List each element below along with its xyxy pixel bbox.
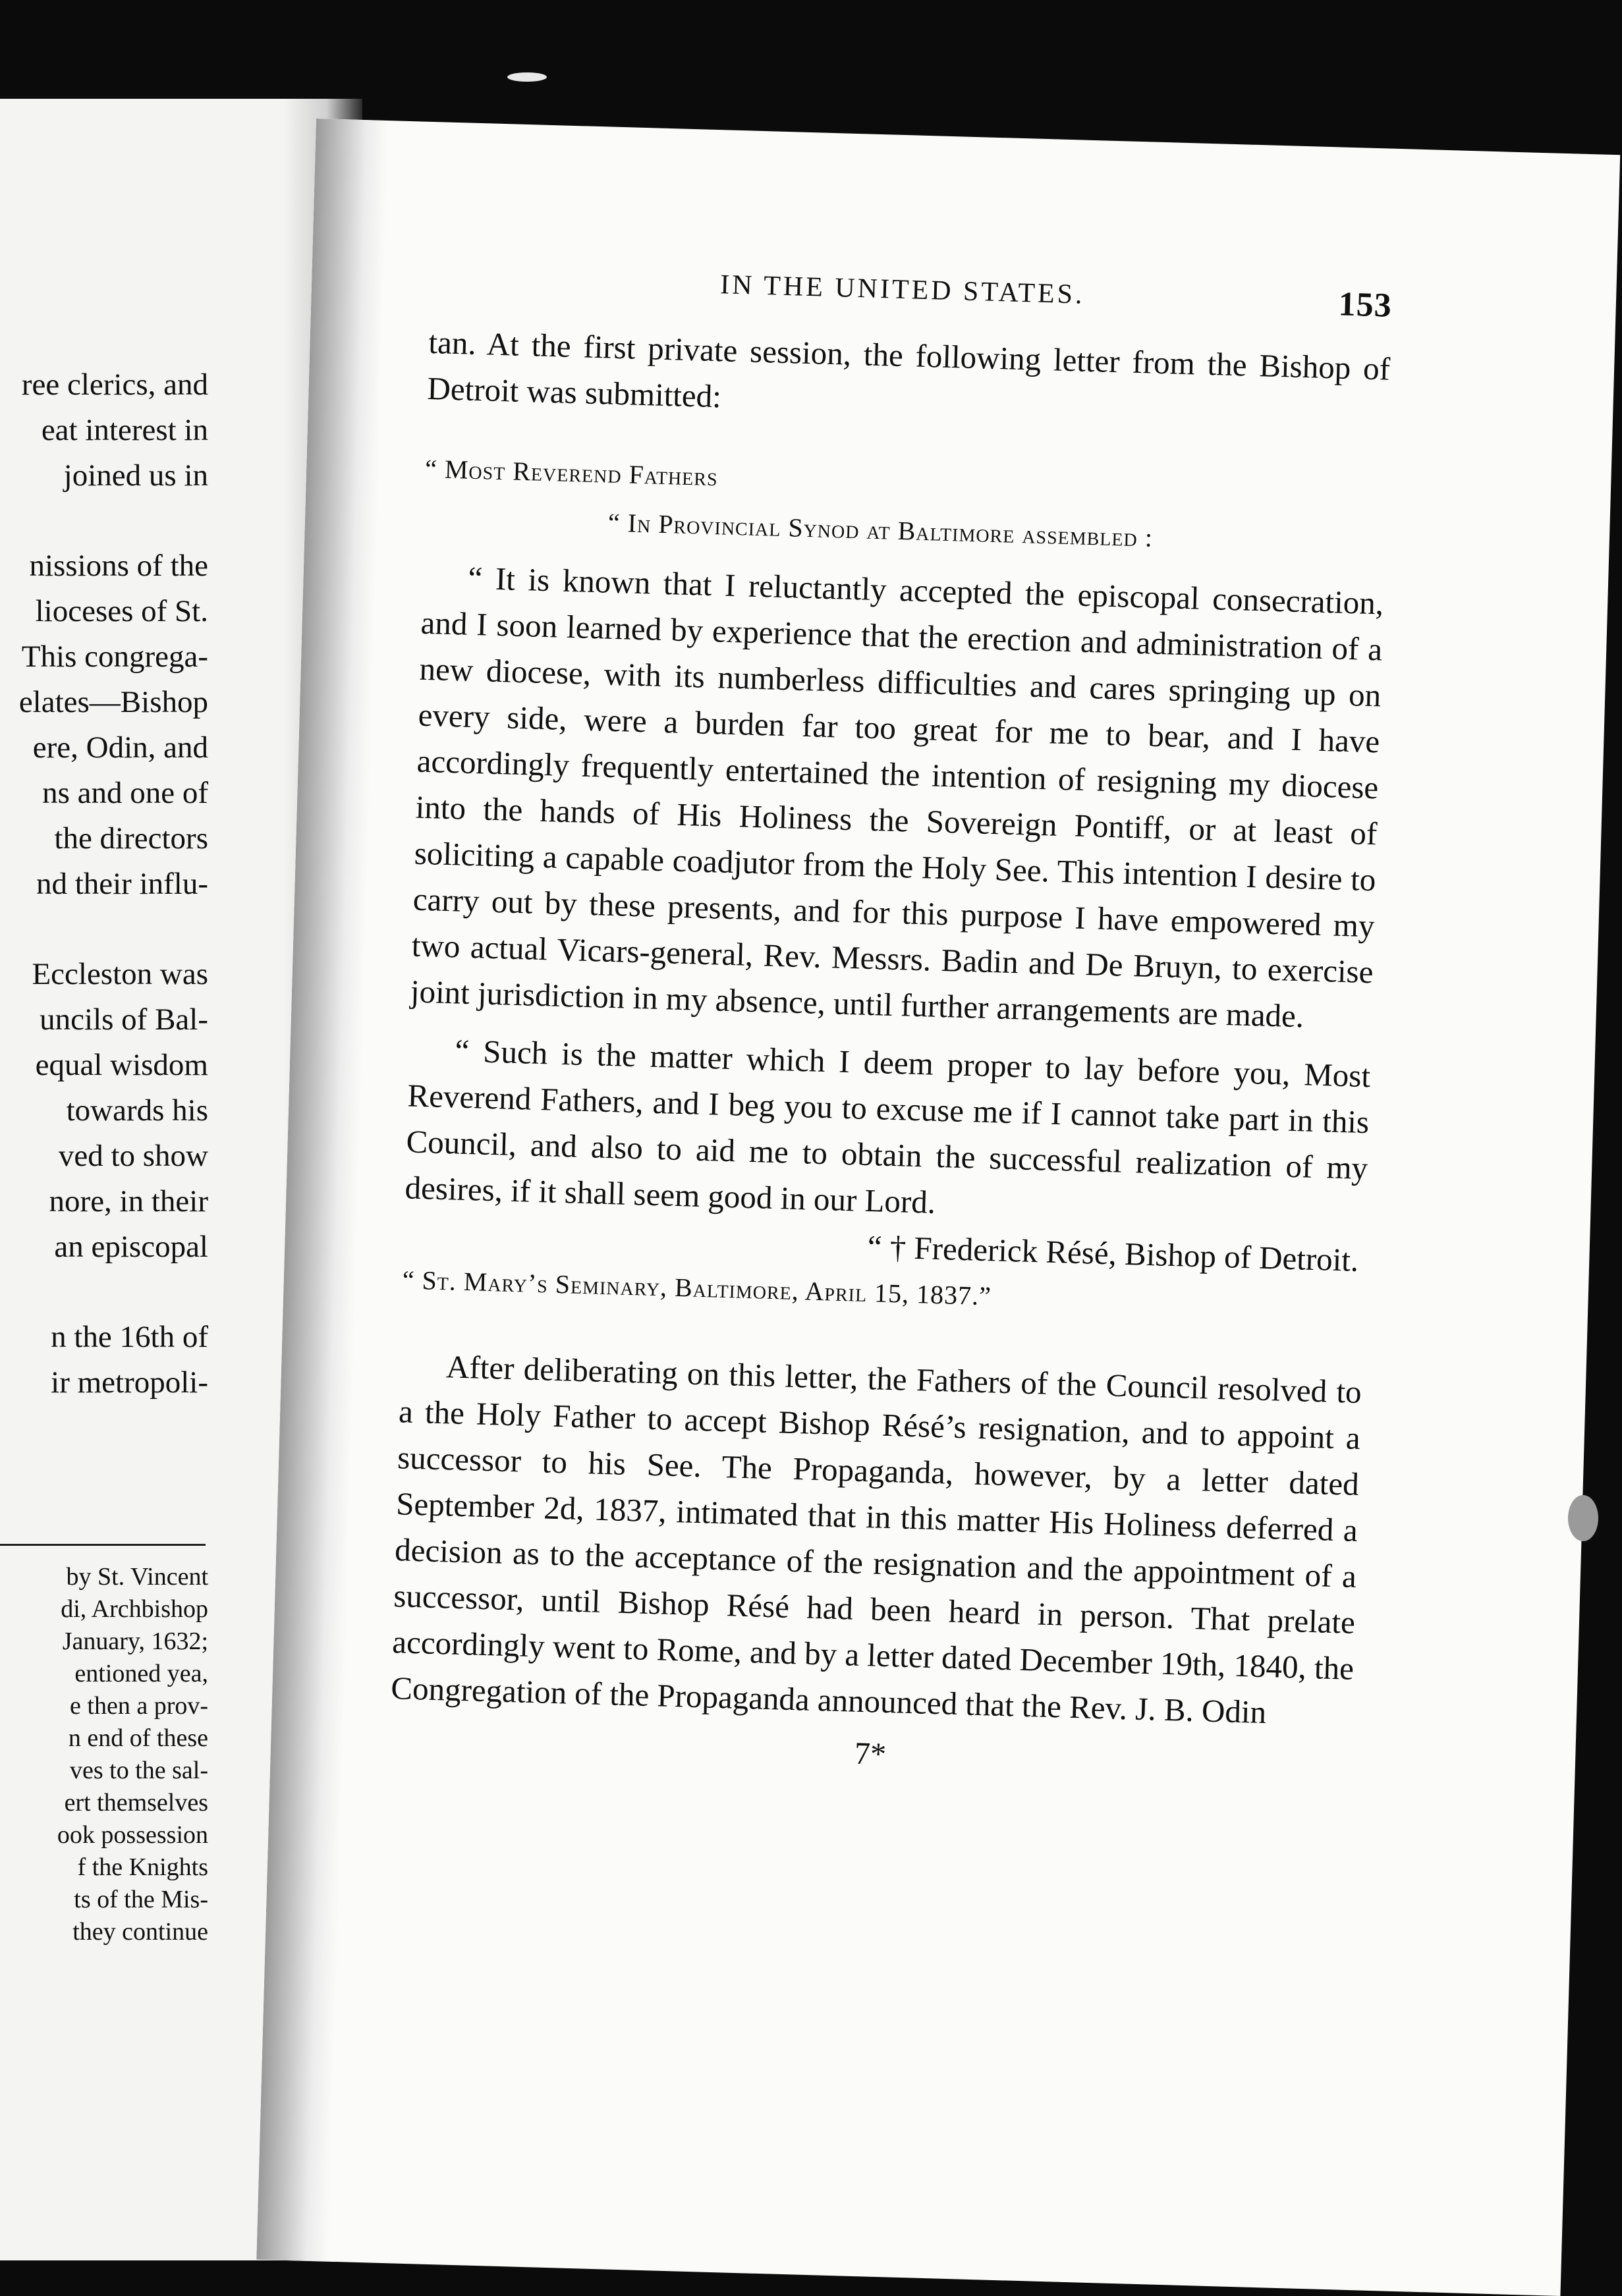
letter-paragraph-2: “ Such is the matter which I deem proper to lay before you, Most Reverend Fathers, and I beg you to excuse me if I cannot take part in this Council, and also to aid me to obtain the successful realization of my desires, if it shall seem good in our Lord. xyxy=(404,1032,1371,1220)
left-page-line: equal wisdom xyxy=(35,1048,208,1082)
right-page xyxy=(256,119,1620,2296)
running-title: IN THE UNITED STATES. xyxy=(719,269,1086,310)
left-page-line: by St. Vincent xyxy=(66,1563,208,1591)
letter-paragraph-1: “ It is known that I reluctantly accepted the episcopal consecration, and I soon learned by experience that the erection and administration of a new diocese, with its numberless difficulties and cares springing up on every side, were a burden far too great for me to bear, and I have accordingly frequently entertained the intention of resigning my diocese into the hands of His Holiness the Sovereign Pontiff, or at least of soliciting a capable coadjutor from the Holy See. This intention I desire to carry out by these presents, and for this purpose I have empowered my two actual Vicars-general, Rev. Messrs. Badin and De Bruyn, to exercise joint jurisdiction in my absence, until further arrangements are made. xyxy=(410,559,1384,1035)
left-page-line: an episcopal xyxy=(54,1230,208,1264)
left-page-line: di, Archbishop xyxy=(61,1595,208,1623)
left-page-line: Eccleston was xyxy=(32,957,208,991)
left-text-block-2 xyxy=(0,543,208,907)
left-page-line: n the 16th of xyxy=(51,1320,208,1354)
footnote-rule xyxy=(0,1544,206,1546)
left-page-line: ns and one of xyxy=(42,776,208,810)
left-page-line: joined us in xyxy=(63,458,208,493)
left-page-line: they continue xyxy=(72,1918,208,1946)
left-page-line: ree clerics, and xyxy=(21,368,208,402)
salutation-line-1: “ Most Reverend Fathers xyxy=(424,453,719,492)
left-page-line: ir metropoli- xyxy=(51,1365,208,1400)
closing-paragraph: After deliberating on this letter, the Fathers of the Council resolved to a the Holy Father to accept Bishop Résé’s resignation, and to appoint a successor to his See. The Propaganda, however, by a letter dated September 2d, 1837, intimated that in this matter His Holiness deferred a decision as to the acceptance of the resignation and the appointment of a successor, until Bishop Résé had been heard in person. That prelate accordingly went to Rome, and by a letter dated December 19th, 1840, the Congregation of the Propaganda announced that the Rev. J. B. Odin xyxy=(390,1348,1362,1731)
left-page-line: the directors xyxy=(54,821,208,856)
left-page-line: ere, Odin, and xyxy=(32,730,208,765)
left-page-line: ert themselves xyxy=(64,1789,208,1817)
left-text-block-1 xyxy=(0,362,208,499)
salutation-line-2: “ In Provincial Synod at Baltimore assembled : xyxy=(607,507,1154,553)
left-page-line: nissions of the xyxy=(29,549,208,583)
left-footnotes xyxy=(0,1561,208,1948)
left-text-block-4 xyxy=(0,1315,208,1406)
left-page-line: nd their influ- xyxy=(36,867,208,901)
left-page-line: ts of the Mis- xyxy=(74,1886,208,1913)
left-page-line: n end of these xyxy=(68,1724,208,1752)
left-page-line: towards his xyxy=(66,1093,208,1128)
left-page-line: January, 1632; xyxy=(62,1627,208,1655)
left-page-line: nore, in their xyxy=(49,1184,208,1218)
left-text-block-3 xyxy=(0,952,208,1270)
page-number: 153 xyxy=(1337,285,1393,325)
page-content xyxy=(389,254,1392,1791)
left-page-line: This congrega- xyxy=(21,640,208,674)
signature-mark: 7* xyxy=(854,1736,887,1772)
scan-artifact xyxy=(507,72,547,82)
letter-dateline: “ St. Mary’s Seminary, Baltimore, April 15, 1837.” xyxy=(402,1265,992,1311)
left-page-line: ook possession xyxy=(57,1821,208,1849)
left-page-text-column xyxy=(0,362,208,1406)
left-page-line: ves to the sal- xyxy=(69,1757,208,1784)
left-page-line: lioceses of St. xyxy=(35,594,208,628)
left-page-line: eat interest in xyxy=(41,413,208,447)
intro-paragraph: tan. At the first private session, the following letter from the Bishop of Detroit was submitted: xyxy=(426,323,1391,415)
left-page-line: uncils of Bal- xyxy=(40,1002,208,1037)
left-page-line: e then a prov- xyxy=(70,1692,208,1720)
left-page-line: elates—Bishop xyxy=(18,685,208,719)
scan-artifact xyxy=(1568,1495,1598,1541)
left-page-line: entioned yea, xyxy=(74,1660,208,1687)
left-page-line: ved to show xyxy=(58,1139,208,1173)
letter-signature: “ † Frederick Résé, Bishop of Detroit. xyxy=(867,1228,1359,1278)
left-page-line: f the Knights xyxy=(77,1853,208,1881)
